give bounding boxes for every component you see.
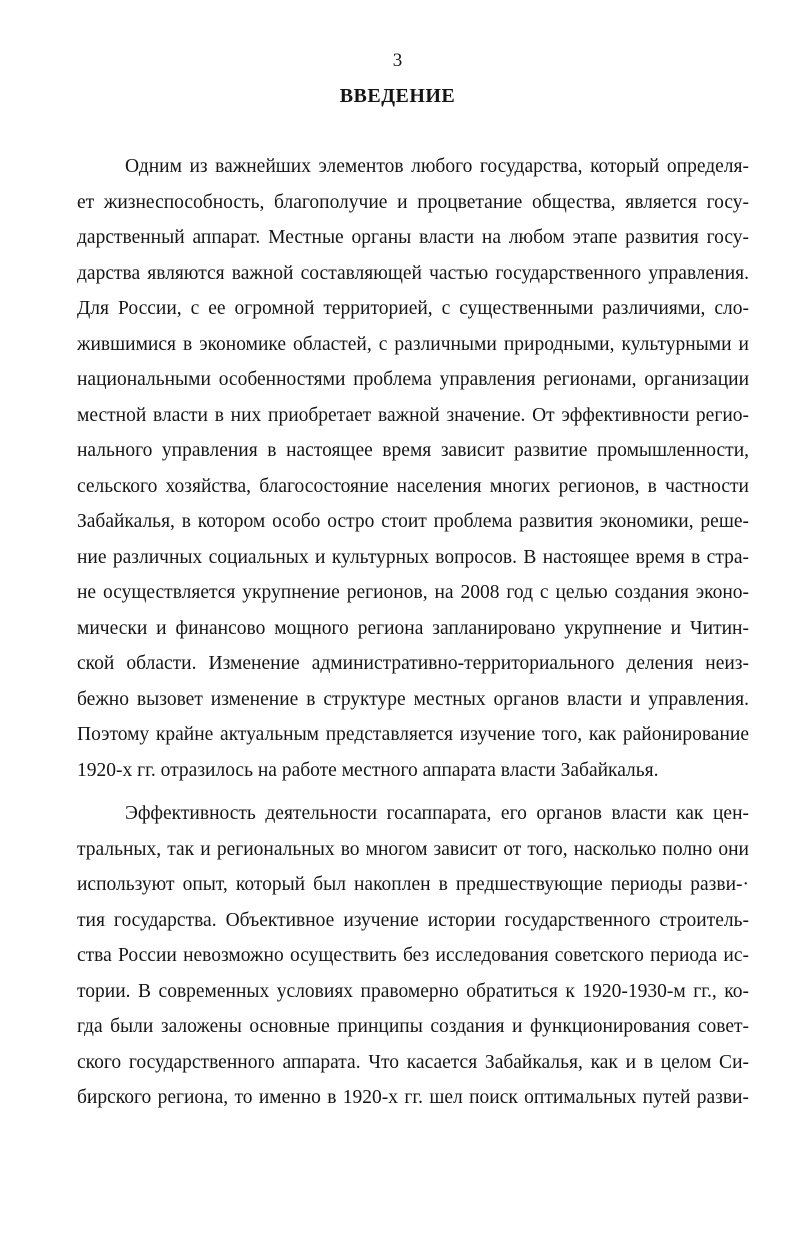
paragraph-line: дарственный аппарат. Местные органы власти на любом этапе развития госу- xyxy=(77,227,749,248)
paragraph-line: тории. В современных условиях правомерно обратиться к 1920-1930-м гг., ко- xyxy=(77,980,749,1002)
paragraph-line: бежно вызовет изменение в структуре местных органов власти и управления. xyxy=(77,688,749,710)
paragraph-line: сельского хозяйства, благосостояние населения многих регионов, в частности xyxy=(77,475,749,497)
paragraph-line: ской области. Изменение административно-территориального деления неиз- xyxy=(77,653,749,674)
paragraph-line: ние различных социальных и культурных вопросов. В настоящее время в стра- xyxy=(77,546,749,568)
paragraph-1 xyxy=(77,149,749,788)
paragraph-line: ет жизнеспособность, благополучие и процветание общества, является госу- xyxy=(77,191,749,213)
paragraph-line: Поэтому крайне актуальным представляется изучение того, как районирование xyxy=(77,724,749,745)
paragraph-line: мически и финансово мощного региона запланировано укрупнение и Читин- xyxy=(77,617,749,639)
paragraph-line: дарства являются важной составляющей частью государственного управления. xyxy=(77,262,749,284)
paragraph-line: гда были заложены основные принципы создания и функционирования совет- xyxy=(77,1016,749,1037)
paragraph-line: ского государственного аппарата. Что касается Забайкалья, как и в целом Си- xyxy=(77,1051,749,1073)
paragraph-line: жившимися в экономике областей, с различными природными, культурными и xyxy=(77,333,749,355)
paragraph-line: тральных, так и региональных во многом зависит от того, насколько полно они xyxy=(77,838,749,860)
page-number: 3 xyxy=(392,50,403,71)
paragraph-line: ства России невозможно осуществить без исследования советского периода ис- xyxy=(77,945,749,966)
paragraph-line: местной власти в них приобретает важной значение. От эффективности регио- xyxy=(77,404,749,426)
paragraph-line: Эффективность деятельности госаппарата, его органов власти как цен- xyxy=(125,803,749,824)
paragraph-line: национальными особенностями проблема управления регионами, организации xyxy=(77,369,749,390)
paragraph-line: не осуществляется укрупнение регионов, на 2008 год с целью создания эконо- xyxy=(77,582,749,603)
paragraph-line: нального управления в настоящее время зависит развитие промышленности, xyxy=(77,440,749,461)
paragraph-2 xyxy=(77,796,749,1116)
paragraph-line: Забайкалья, в котором особо остро стоит проблема развития экономики, реше- xyxy=(77,511,749,532)
paragraph-line: Для России, с ее огромной территорией, с существенными различиями, сло- xyxy=(77,298,749,319)
paragraph-line: тия государства. Объективное изучение истории государственного строитель- xyxy=(77,909,749,931)
section-heading: ВВЕДЕНИЕ xyxy=(339,85,456,107)
paragraph-line: 1920-х гг. отразилось на работе местного аппарата власти Забайкалья. xyxy=(77,759,659,781)
paragraph-line: Одним из важнейших элементов любого государства, который определя- xyxy=(125,156,749,177)
paragraph-line: бирского региона, то именно в 1920-х гг. шел поиск оптимальных путей разви- xyxy=(77,1087,749,1108)
paragraph-line: используют опыт, который был накоплен в предшествующие периоды разви-· xyxy=(77,874,749,895)
